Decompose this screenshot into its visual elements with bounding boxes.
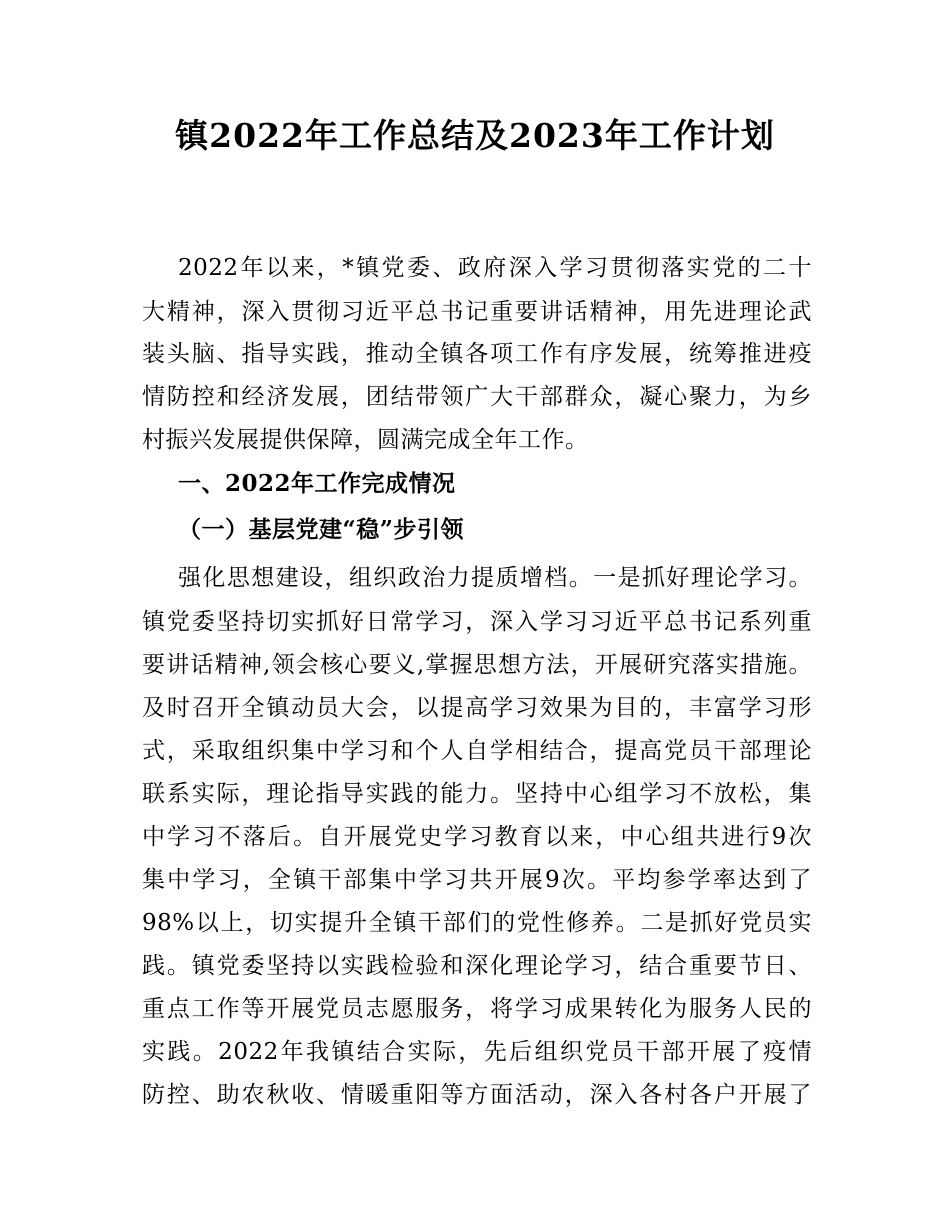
body-line: 重点工作等开展党员志愿服务，将学习成果转化为服务人民的 (142, 996, 812, 1022)
body-line: 98%以上，切实提升全镇干部们的党性修养。二是抓好党员实 (142, 910, 812, 936)
subsection-heading: （一）基层党建“稳”步引领 (178, 516, 464, 543)
body-line: 镇党委坚持切实抓好日常学习，深入学习习近平总书记系列重 (142, 609, 812, 635)
body-line: 要讲话精神,领会核心要义,掌握思想方法，开展研究落实措施。 (142, 652, 812, 678)
document-title: 镇2022年工作总结及2023年工作计划 (175, 116, 775, 155)
body-line: 实践。2022年我镇结合实际，先后组织党员干部开展了疫情 (142, 1039, 812, 1065)
body-line: 防控、助农秋收、情暖重阳等方面活动，深入各村各户开展了 (142, 1082, 812, 1108)
body-line: 式，采取组织集中学习和个人自学相结合，提高党员干部理论 (142, 738, 812, 764)
body-line: 中学习不落后。自开展党史学习教育以来，中心组共进行9次 (142, 824, 812, 850)
body-line: 强化思想建设，组织政治力提质增档。一是抓好理论学习。 (178, 565, 812, 591)
intro-line: 装头脑、指导实践，推动全镇各项工作有序发展，统筹推进疫 (142, 341, 812, 367)
intro-line: 大精神，深入贯彻习近平总书记重要讲话精神，用先进理论武 (142, 299, 812, 325)
body-line: 集中学习，全镇干部集中学习共开展9次。平均参学率达到了 (142, 867, 812, 893)
body-line: 联系实际，理论指导实践的能力。坚持中心组学习不放松，集 (142, 781, 812, 807)
intro-line: 2022年以来，*镇党委、政府深入学习贯彻落实党的二十 (178, 255, 812, 281)
intro-line: 情防控和经济发展，团结带领广大干部群众，凝心聚力，为乡 (142, 384, 812, 410)
section-heading: 一、2022年工作完成情况 (178, 470, 456, 497)
body-line: 践。镇党委坚持以实践检验和深化理论学习，结合重要节日、 (142, 953, 812, 979)
intro-line: 村振兴发展提供保障，圆满完成全年工作。 (142, 427, 589, 453)
body-line: 及时召开全镇动员大会，以提高学习效果为目的，丰富学习形 (142, 695, 812, 721)
